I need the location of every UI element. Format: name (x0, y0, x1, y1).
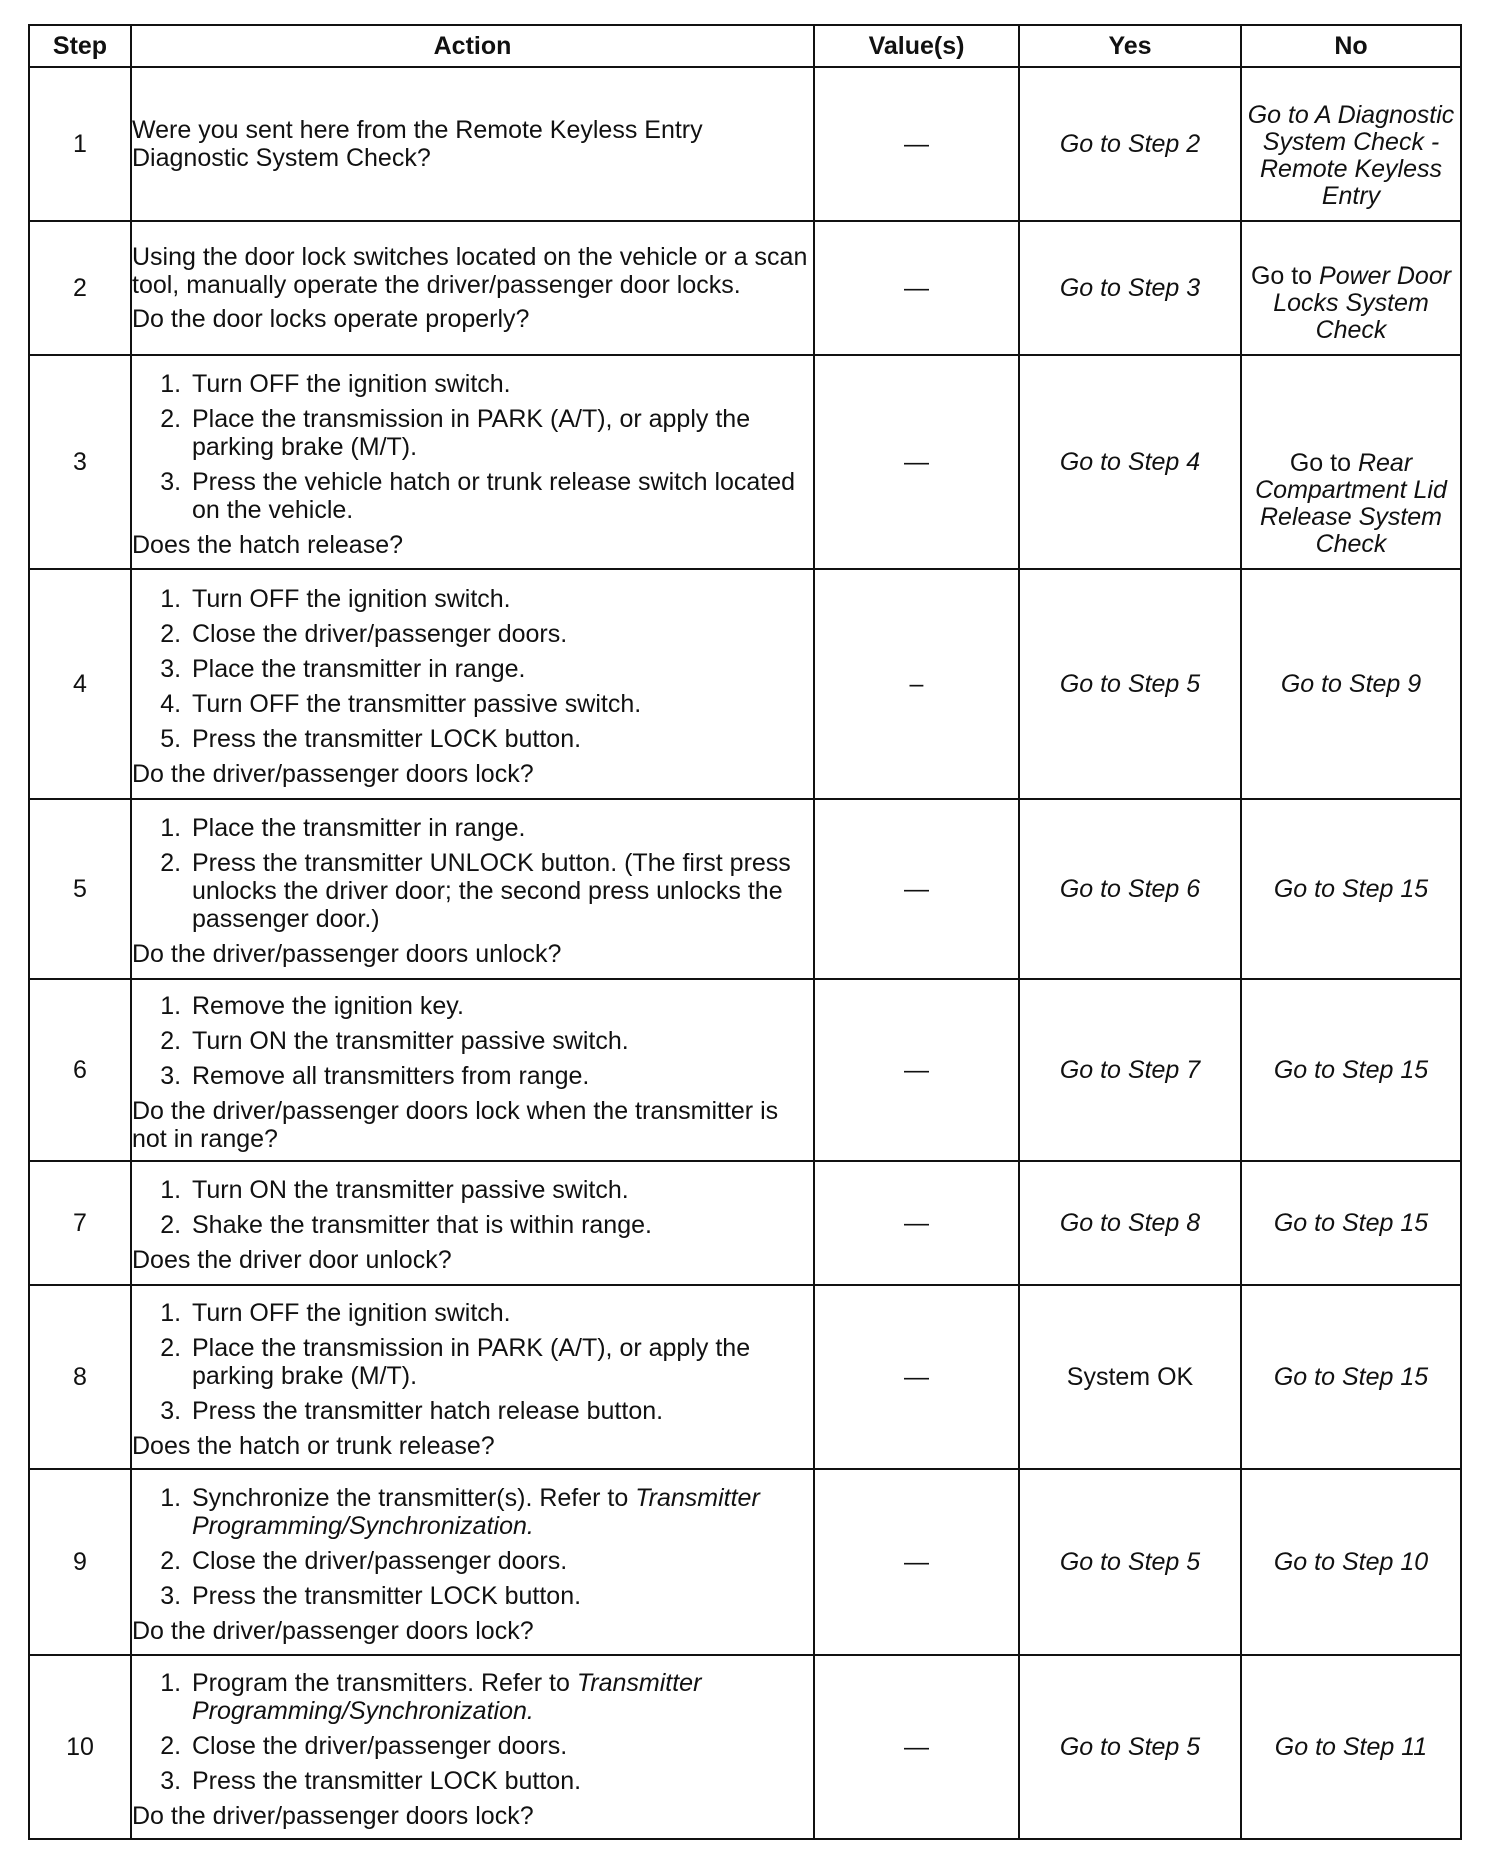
procedure-item: 3. Remove all transmitters from range. (188, 1062, 813, 1090)
no-reference: Rear Compartment Lid Release System Check (1255, 449, 1447, 558)
procedure-item: 2. Shake the transmitter that is within range. (188, 1211, 813, 1239)
value-cell: — (814, 1285, 1019, 1469)
step-number: 9 (29, 1469, 131, 1655)
procedure-item: 2. Close the driver/passenger doors. (188, 1732, 813, 1760)
action-intro: Using the door lock switches located on the vehicle or a scan tool, manually operate the driver/passenger door locks. (132, 243, 808, 299)
step-number: 7 (29, 1161, 131, 1285)
yes-cell: Go to Step 5 (1019, 569, 1241, 799)
no-cell: Go to Step 15 (1241, 799, 1461, 979)
table-row (29, 569, 1461, 799)
procedure-item: 2. Turn ON the transmitter passive switch. (188, 1027, 813, 1055)
header-yes: Yes (1019, 25, 1241, 67)
value-cell: — (814, 355, 1019, 569)
no-cell: Go to Step 15 (1241, 1285, 1461, 1469)
procedure-list (132, 992, 813, 1090)
value-cell: — (814, 1655, 1019, 1839)
header-value: Value(s) (814, 25, 1019, 67)
header-step: Step (29, 25, 131, 67)
procedure-list (132, 1669, 813, 1795)
action-question: Do the driver/passenger doors unlock? (132, 940, 562, 968)
procedure-list (132, 585, 813, 753)
procedure-item: 1. Turn OFF the ignition switch. (188, 585, 813, 613)
procedure-text: Synchronize the transmitter(s). Refer to (192, 1483, 629, 1512)
table-row (29, 1285, 1461, 1469)
procedure-reference: Transmitter Programming/Synchronization. (192, 1483, 760, 1540)
no-cell (1241, 355, 1461, 569)
table-row (29, 1161, 1461, 1285)
value-cell: — (814, 1161, 1019, 1285)
table-row (29, 799, 1461, 979)
no-reference: Power Door Locks System Check (1273, 262, 1452, 344)
procedure-text: Program the transmitters. Refer to (192, 1668, 570, 1697)
procedure-item: 1. Turn OFF the ignition switch. (188, 370, 813, 398)
table-row (29, 355, 1461, 569)
no-cell: Go to Step 10 (1241, 1469, 1461, 1655)
value-cell: — (814, 799, 1019, 979)
procedure-item: 2. Place the transmission in PARK (A/T), or apply the parking brake (M/T). (188, 1334, 813, 1390)
yes-cell: Go to Step 3 (1019, 221, 1241, 355)
procedure-item: 3. Press the transmitter LOCK button. (188, 1582, 813, 1610)
procedure-item: 5. Press the transmitter LOCK button. (188, 725, 813, 753)
document-page (28, 24, 1460, 1840)
table-row (29, 1655, 1461, 1839)
yes-cell: Go to Step 8 (1019, 1161, 1241, 1285)
procedure-list (132, 1484, 813, 1610)
diagnostic-table (28, 24, 1462, 1840)
procedure-list (132, 1176, 813, 1239)
no-cell: Go to Step 11 (1241, 1655, 1461, 1839)
action-cell (131, 1285, 814, 1469)
action-cell (131, 1655, 814, 1839)
action-question: Does the driver door unlock? (132, 1246, 452, 1274)
no-prefix: Go to (1250, 262, 1313, 290)
procedure-item: 3. Press the transmitter hatch release button. (188, 1397, 813, 1425)
action-question: Do the door locks operate properly? (132, 305, 530, 333)
step-number: 4 (29, 569, 131, 799)
step-number: 10 (29, 1655, 131, 1839)
table-row (29, 979, 1461, 1161)
procedure-list (132, 814, 813, 933)
yes-cell: Go to Step 4 (1019, 355, 1241, 569)
step-number: 3 (29, 355, 131, 569)
procedure-item: 3. Press the transmitter LOCK button. (188, 1767, 813, 1795)
table-row (29, 1469, 1461, 1655)
value-cell: — (814, 1469, 1019, 1655)
action-cell (131, 355, 814, 569)
procedure-item: 1. Remove the ignition key. (188, 992, 813, 1020)
value-cell: — (814, 221, 1019, 355)
yes-cell: Go to Step 5 (1019, 1655, 1241, 1839)
procedure-item (188, 1669, 813, 1725)
action-question: Does the hatch or trunk release? (132, 1431, 495, 1460)
action-intro: Were you sent here from the Remote Keyless Entry Diagnostic System Check? (132, 116, 703, 172)
no-prefix: Go to (1289, 449, 1351, 477)
action-cell (131, 221, 814, 355)
procedure-item: 3. Place the transmitter in range. (188, 655, 813, 683)
action-question: Do the driver/passenger doors lock? (132, 1616, 534, 1645)
procedure-item: 2. Close the driver/passenger doors. (188, 1547, 813, 1575)
action-cell (131, 1161, 814, 1285)
action-question: Do the driver/passenger doors lock? (132, 759, 534, 788)
procedure-list (132, 370, 813, 524)
table-row (29, 67, 1461, 221)
procedure-reference: Transmitter Programming/Synchronization. (192, 1668, 702, 1725)
procedure-item: 1. Turn ON the transmitter passive switch. (188, 1176, 813, 1204)
procedure-list (132, 1299, 813, 1425)
procedure-item: 1. Place the transmitter in range. (188, 814, 813, 842)
action-question: Does the hatch release? (132, 530, 404, 559)
action-cell (131, 569, 814, 799)
step-number: 2 (29, 221, 131, 355)
procedure-item: 2. Press the transmitter UNLOCK button. (The first press unlocks the driver door; the second press unlocks the passenger door.) (188, 849, 813, 933)
value-cell: — (814, 979, 1019, 1161)
no-reference: A Diagnostic System Check - Remote Keyless Entry (1259, 101, 1455, 210)
header-no: No (1241, 25, 1461, 67)
value-cell: — (814, 67, 1019, 221)
no-cell (1241, 67, 1461, 221)
action-cell (131, 67, 814, 221)
action-cell (131, 1469, 814, 1655)
procedure-item (188, 1484, 813, 1540)
header-action: Action (131, 25, 814, 67)
step-number: 5 (29, 799, 131, 979)
procedure-item: 3. Press the vehicle hatch or trunk release switch located on the vehicle. (188, 468, 813, 524)
no-cell: Go to Step 9 (1241, 569, 1461, 799)
yes-cell: Go to Step 7 (1019, 979, 1241, 1161)
action-cell (131, 799, 814, 979)
procedure-item: 4. Turn OFF the transmitter passive switch. (188, 690, 813, 718)
no-prefix: Go to (1247, 101, 1309, 129)
header-row (29, 25, 1461, 67)
procedure-item: 2. Close the driver/passenger doors. (188, 620, 813, 648)
value-cell: – (814, 569, 1019, 799)
step-number: 6 (29, 979, 131, 1161)
no-cell: Go to Step 15 (1241, 979, 1461, 1161)
action-question: Do the driver/passenger doors lock when the transmitter is not in range? (132, 1096, 779, 1153)
action-cell (131, 979, 814, 1161)
procedure-item: 1. Turn OFF the ignition switch. (188, 1299, 813, 1327)
yes-cell: Go to Step 5 (1019, 1469, 1241, 1655)
step-number: 1 (29, 67, 131, 221)
no-cell (1241, 221, 1461, 355)
step-number: 8 (29, 1285, 131, 1469)
yes-cell: Go to Step 6 (1019, 799, 1241, 979)
no-cell: Go to Step 15 (1241, 1161, 1461, 1285)
yes-cell: System OK (1019, 1285, 1241, 1469)
action-question: Do the driver/passenger doors lock? (132, 1801, 534, 1830)
procedure-item: 2. Place the transmission in PARK (A/T), or apply the parking brake (M/T). (188, 405, 813, 461)
table-row (29, 221, 1461, 355)
yes-cell: Go to Step 2 (1019, 67, 1241, 221)
